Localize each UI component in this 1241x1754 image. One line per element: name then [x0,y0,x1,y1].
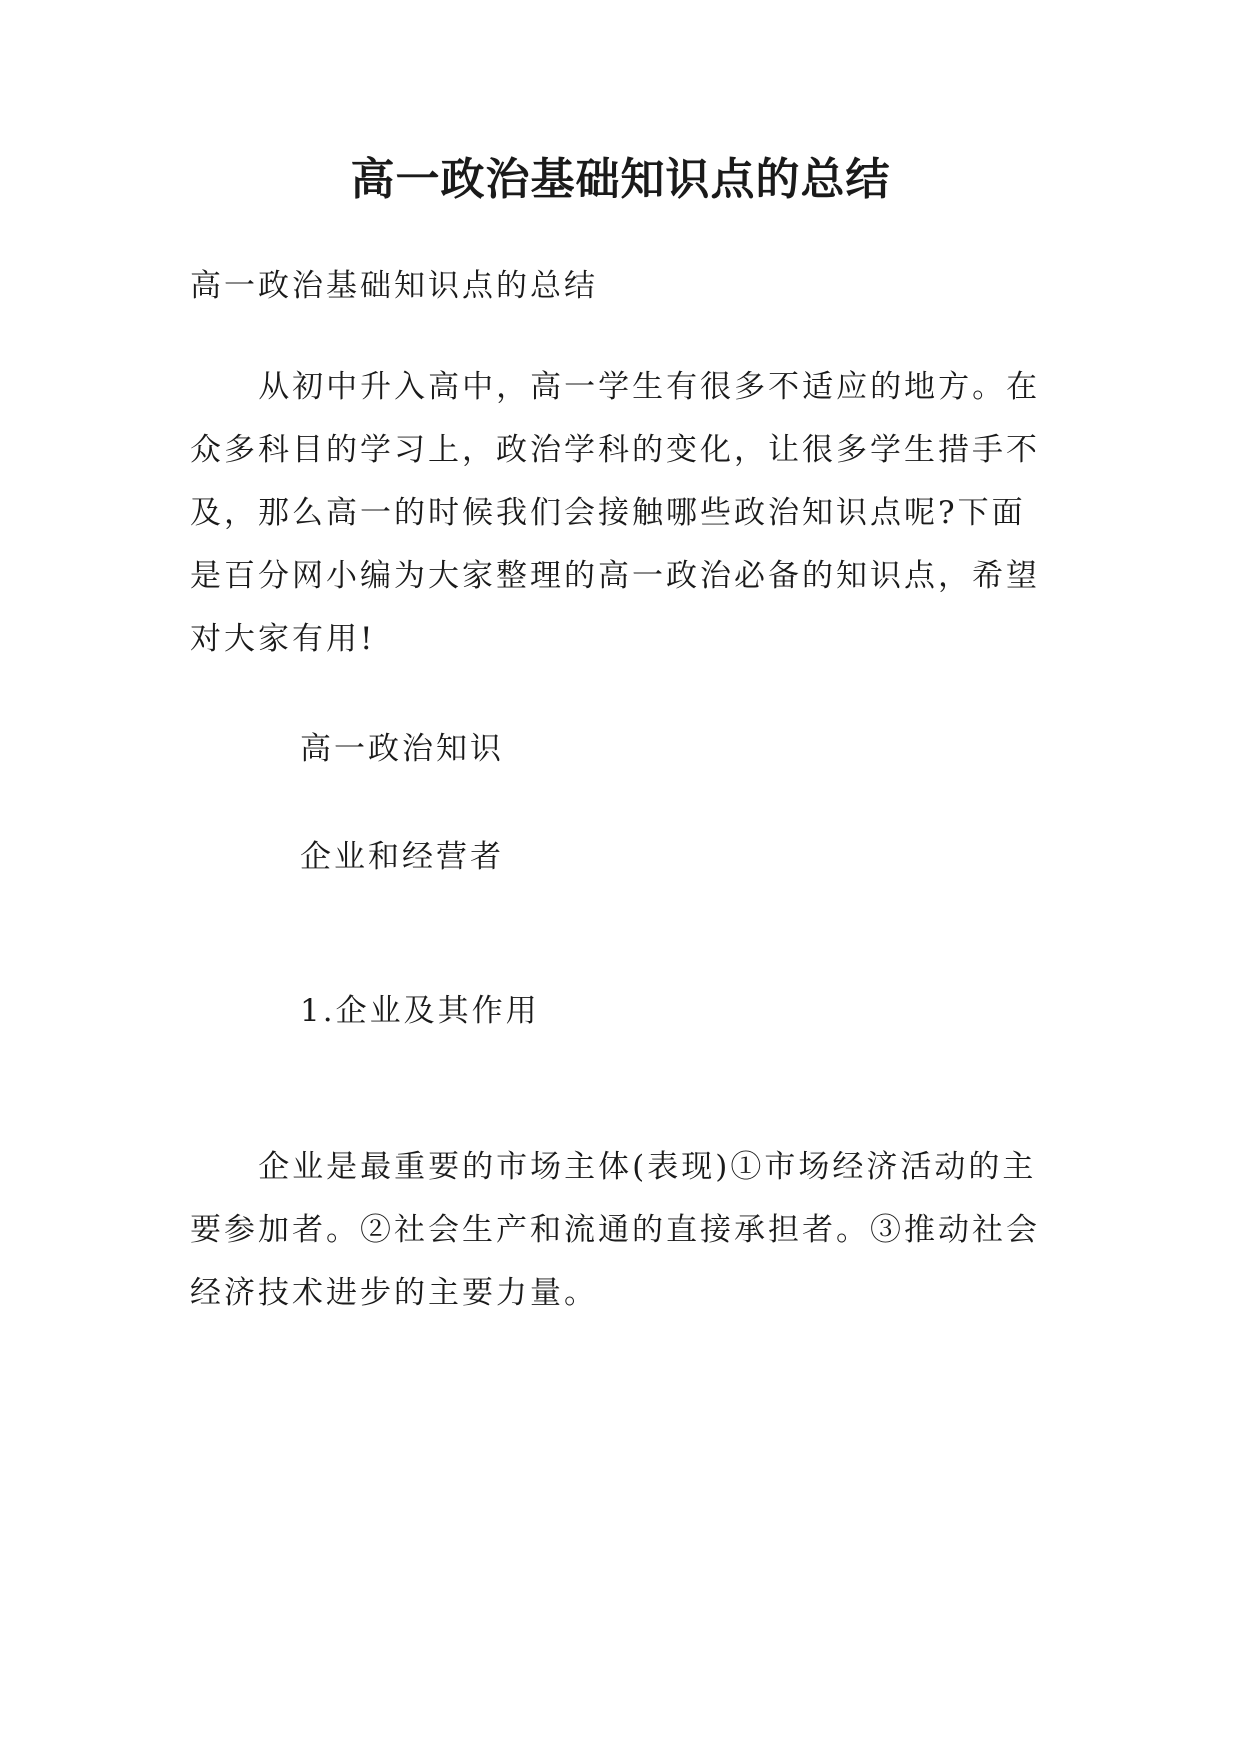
section-subheading: 企业和经营者 [300,839,504,875]
intro-paragraph: 从初中升入高中，高一学生有很多不适应的地方。在众多科目的学习上，政治学科的变化，让很多学生措手不及，那么高一的时候我们会接触哪些政治知识点呢?下面是百分网小编为大家整理的高一政治必备的知识点，希望对大家有用! [190,369,1041,657]
section-heading: 高一政治知识 [300,731,504,767]
item-body-paragraph: 企业是最重要的市场主体(表现)①市场经济活动的主要参加者。②社会生产和流通的直接承担者。③推动社会经济技术进步的主要力量。 [190,1149,1040,1311]
item-heading: 1.企业及其作用 [300,993,540,1029]
document-title: 高一政治基础知识点的总结 [350,154,891,205]
document-subtitle: 高一政治基础知识点的总结 [190,268,598,304]
